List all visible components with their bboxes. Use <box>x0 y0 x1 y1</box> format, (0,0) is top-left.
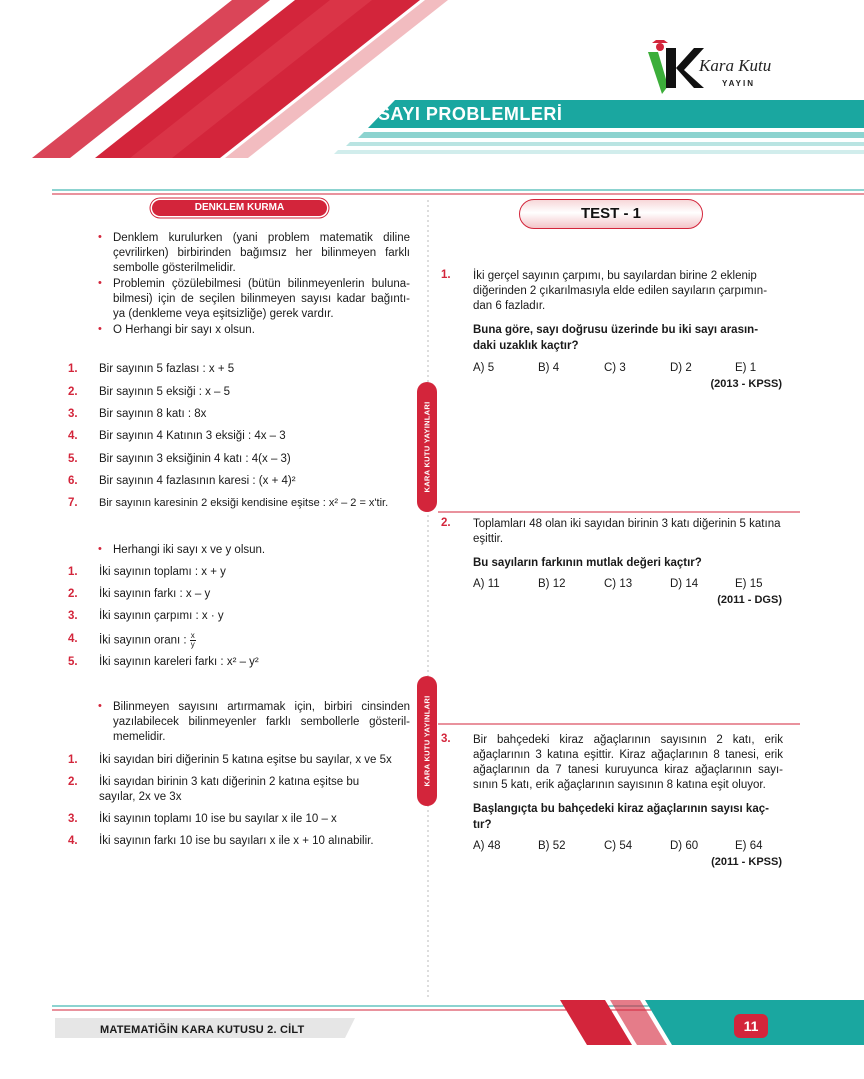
option-c: C) 54 <box>604 840 633 852</box>
list-item: Bir sayının 8 katı : 8x <box>99 408 207 420</box>
list-number: 4. <box>68 430 78 442</box>
list-number: 4. <box>68 633 78 645</box>
fraction-numerator: x <box>190 631 195 640</box>
question-prompt: Buna göre, sayı doğrusu üzerinde bu iki sayı arasın- <box>473 324 759 336</box>
list-item: Bir sayının 3 eksiğinin 4 katı : 4(x – 3) <box>99 453 291 465</box>
list-number: 3. <box>68 813 78 825</box>
list-number: 4. <box>68 835 78 847</box>
option-b: B) 4 <box>538 362 560 374</box>
bullet-line: Denklem kurulurken (yani problem matematik diline <box>113 232 410 244</box>
list-item: İki sayının farkı : x – y <box>99 588 211 600</box>
bullet-line: sembolle gösterilmelidir. <box>113 262 236 274</box>
question-prompt: tır? <box>473 819 492 831</box>
test-title: TEST - 1 <box>519 199 703 229</box>
question-prompt: daki uzaklık kaçtır? <box>473 340 579 352</box>
list-item: Bir sayının 4 Katının 3 eksiği : 4x – 3 <box>99 430 286 442</box>
list-item-ratio <box>99 632 196 649</box>
section-label-denklem-kurma: DENKLEM KURMA <box>152 200 327 216</box>
bullet-line: O Herhangi bir sayı x olsun. <box>113 324 255 336</box>
list-number: 3. <box>68 408 78 420</box>
list-number: 1. <box>68 566 78 578</box>
list-number: 3. <box>68 610 78 622</box>
list-item: İki sayıdan birinin 3 katı diğerinin 2 katına eşitse bu <box>99 776 360 788</box>
side-tab-label: KARA KUTU YAYINLARI <box>422 695 432 787</box>
side-tab-publisher <box>417 382 437 512</box>
option-c: C) 3 <box>604 362 626 374</box>
bullet-line: bilmesi) için de seçilen bilinmeyen sayısı kadar bağıntı- <box>113 293 410 305</box>
list-number: 5. <box>68 656 78 668</box>
question-text: diğerinden 2 çıkarılmasıyla elde edilen sayıların çarpımın- <box>473 285 768 297</box>
option-b: B) 12 <box>538 578 566 590</box>
question-text: ağaçlarının da 7 tanesi kuruyunca kiraz ağaçlarının sayı- <box>473 764 783 776</box>
list-number: 6. <box>68 475 78 487</box>
bullet-icon: • <box>98 543 102 555</box>
list-item: sayılar, 2x ve 3x <box>99 791 182 803</box>
option-e: E) 64 <box>735 840 763 852</box>
list-number: 5. <box>68 453 78 465</box>
ratio-fraction <box>190 632 196 649</box>
page-number: 11 <box>734 1014 768 1038</box>
bullet-icon: • <box>98 323 102 335</box>
list-item: İki sayının toplamı 10 ise bu sayılar x ile 10 – x <box>99 813 337 825</box>
logo-subtitle: YAYIN <box>722 79 755 88</box>
fraction-denominator: y <box>190 640 195 649</box>
question-source: (2013 - KPSS) <box>710 378 782 390</box>
logo-name: Kara Kutu <box>699 56 772 75</box>
list-item: Bir sayının 5 eksiği : x – 5 <box>99 386 231 398</box>
question-text: Toplamları 48 olan iki sayıdan birinin 3 katı diğerinin 5 katına <box>473 518 781 530</box>
list-item: İki sayının farkı 10 ise bu sayıları x ile x + 10 alınabilir. <box>99 835 374 847</box>
list-item: İki sayının çarpımı : x · y <box>99 610 224 622</box>
question-prompt: Başlangıçta bu bahçedeki kiraz ağaçlarının sayısı kaç- <box>473 803 769 815</box>
option-e: E) 1 <box>735 362 757 374</box>
list-item: İki sayının kareleri farkı : x² – y² <box>99 656 259 668</box>
option-a: A) 48 <box>473 840 501 852</box>
bullet-line: çevrilirken) birbirinden bağımsız her bilinmeyen farklı <box>113 247 410 259</box>
page-title: SAYI PROBLEMLERİ <box>378 104 563 124</box>
question-text: İki gerçel sayının çarpımı, bu sayılardan birine 2 eklenip <box>473 270 757 282</box>
question-text: ağaçlarının 3 katına eşittir. Kiraz ağaçlarının 8 tanesi, erik <box>473 749 783 761</box>
question-text: dan 6 fazladır. <box>473 300 546 312</box>
list-item: İki sayıdan biri diğerinin 5 katına eşitse bu sayılar, x ve 5x <box>99 754 392 766</box>
bullet-icon: • <box>98 231 102 243</box>
ratio-label: İki sayının oranı : <box>99 634 187 647</box>
question-number: 3. <box>441 733 451 745</box>
option-a: A) 5 <box>473 362 495 374</box>
option-d: D) 2 <box>670 362 692 374</box>
list-item: Bir sayının 4 fazlasının karesi : (x + 4)² <box>99 475 296 487</box>
side-tab-label: KARA KUTU YAYINLARI <box>422 401 432 493</box>
option-d: D) 60 <box>670 840 699 852</box>
bullet-icon: • <box>98 277 102 289</box>
list-number: 1. <box>68 363 78 375</box>
option-d: D) 14 <box>670 578 699 590</box>
question-number: 1. <box>441 269 451 281</box>
bullet-icon: • <box>98 700 102 712</box>
bullet-two-numbers: Herhangi iki sayı x ve y olsun. <box>113 544 266 556</box>
question-source: (2011 - DGS) <box>717 594 782 606</box>
option-a: A) 11 <box>473 578 500 590</box>
option-b: B) 52 <box>538 840 566 852</box>
bullet-line: Problemin çözülebilmesi (bütün bilinmeyenlerin buluna- <box>113 278 410 290</box>
question-text: eşittir. <box>473 533 504 545</box>
list-number: 2. <box>68 776 78 788</box>
list-number: 2. <box>68 386 78 398</box>
question-text: Bir bahçedeki kiraz ağaçlarının sayısının 2 katı, erik <box>473 734 783 746</box>
list-item: Bir sayının karesinin 2 eksiği kendisine eşitse : x² – 2 = x'tir. <box>99 497 389 509</box>
bullet-line: memelidir. <box>113 731 166 743</box>
list-item: İki sayının toplamı : x + y <box>99 566 226 578</box>
question-text: sının 5 katı, erik ağaçlarının sayısının 8 katına eşit oluyor. <box>473 779 766 791</box>
bullet-line: yazılabilecek bilinmeyenler farklı sembollerle gösteril- <box>113 716 410 728</box>
question-prompt: Bu sayıların farkının mutlak değeri kaçtır? <box>473 557 702 569</box>
question-number: 2. <box>441 517 451 529</box>
list-number: 2. <box>68 588 78 600</box>
side-tab-publisher <box>417 676 437 806</box>
footer-book-title: MATEMATİĞİN KARA KUTUSU 2. CİLT <box>100 1024 305 1036</box>
option-e: E) 15 <box>735 578 763 590</box>
bullet-line: ya (denkleme veya eşitsizliğe) gerek vardır. <box>113 308 334 320</box>
list-number: 1. <box>68 754 78 766</box>
option-c: C) 13 <box>604 578 633 590</box>
list-number: 7. <box>68 497 78 509</box>
list-item: Bir sayının 5 fazlası : x + 5 <box>99 363 235 375</box>
question-source: (2011 - KPSS) <box>711 856 782 868</box>
bullet-line: Bilinmeyen sayısını artırmamak için, birbiri cinsinden <box>113 701 410 713</box>
